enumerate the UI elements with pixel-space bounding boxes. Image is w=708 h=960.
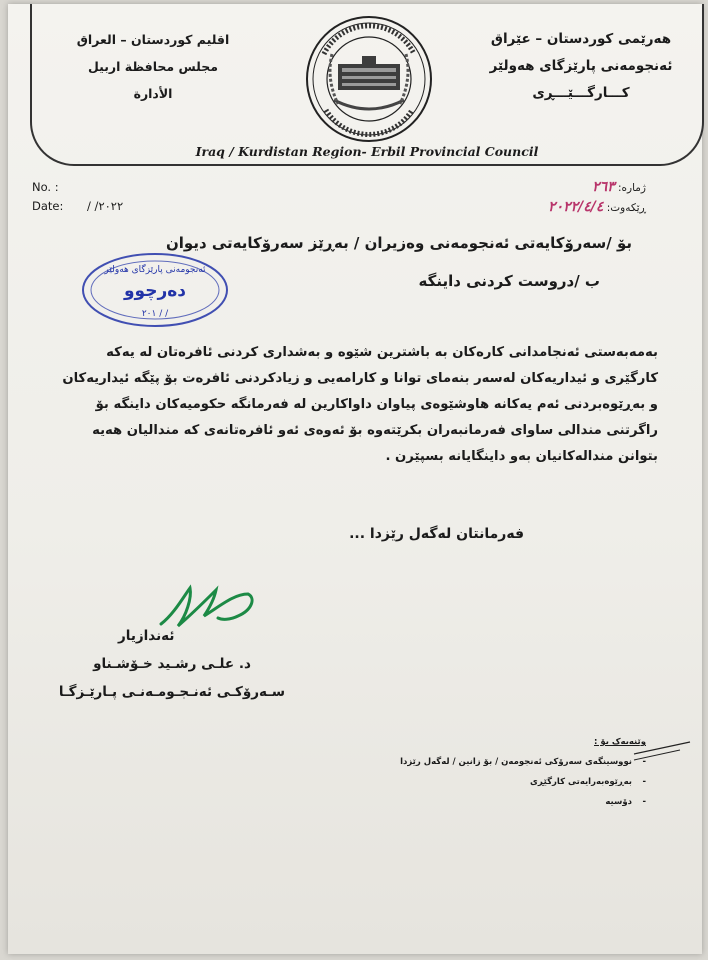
arabic-line-1: اقليم كوردستان – العراق xyxy=(76,32,230,47)
handwritten-mark xyxy=(630,734,700,764)
stamp-line-2: دەرچوو xyxy=(123,281,187,301)
stamp-line-3: ٢٠١ / / xyxy=(141,309,169,319)
copies-to xyxy=(400,732,646,812)
kurdish-line-1: هەرێمی کوردستان – عێراق xyxy=(490,31,672,47)
letter-body: بەمەبەستی ئەنجامدانی کارەکان بە باشترین شێوە و بەشداری کردنی ئافرەتان لە یەکە کارگێری و ئیداریەکان لەسەر بنەمای توانا و کارامەیی و زیادکردنی ئافرەت بۆ پێگە ئیداریەکان و بەڕێوەبردنی ئەم یەکانە هاوشێوەی پیاوان داواکارین لە فەرمانگە حکومیەکان داینگە بۆ راگرتنی مندالی ساوای فەرمانبەران بکرێتەوە بۆ ئەوەی ئەو ئافرەتانەی کە مندالیان هەیە بتوانن مندالەکانیان بەو داینگایانە بسپێرن . xyxy=(62,345,658,464)
copy-item: بەڕێوەبەرایەتی کارگێڕی - xyxy=(400,772,646,792)
english-council-title: Iraq / Kurdistan Region- Erbil Provincial Council xyxy=(195,144,539,159)
kurdish-line-3: کـــارگـــێـــڕی xyxy=(532,85,630,101)
arabic-letterhead xyxy=(68,26,238,107)
date-label: Date: xyxy=(32,199,64,213)
number-label-kurdish: ژمارە: xyxy=(617,182,646,194)
letterhead-frame xyxy=(30,4,704,166)
number-label: No. : xyxy=(32,180,59,194)
issued-stamp xyxy=(80,250,230,330)
signatory-name: د. علـی رشـید خـۆشـناو xyxy=(93,656,251,672)
date-value-kurdish: ٢٠٢٢/٤/٤ xyxy=(548,199,604,215)
signatory-role: ئەندازیار xyxy=(118,628,175,644)
copy-item: دۆسیە - xyxy=(400,792,646,812)
copies-label: وێنەیەک بۆ : xyxy=(594,737,646,747)
recipient-line: بۆ /سەرۆکایەتی ئەنجومەنی وەزیران / بەڕێز سەرۆکایەتی دیوان xyxy=(165,234,632,252)
signatory-block xyxy=(42,622,302,706)
arabic-line-2: مجلس محافظة اربيل xyxy=(87,59,219,74)
reference-kurdish xyxy=(548,178,646,218)
subject-line: ب /دروست کردنی داینگە xyxy=(418,272,600,290)
signatory-title: سـەرۆکـی ئەنـجـومـەنـی پـارێـزگـا xyxy=(58,684,286,700)
council-seal-logo xyxy=(304,14,434,144)
kurdish-line-2: ئەنجومەنی پارێزگای هەولێر xyxy=(489,58,673,74)
date-value: / /٢٠٢٢ xyxy=(87,199,124,213)
kurdish-letterhead xyxy=(486,26,676,107)
copy-item: نووسینگەی سەرۆکی ئەنجومەن / بۆ زانین / لەگەل رێزدا - xyxy=(400,752,646,772)
reference-latin xyxy=(32,178,123,216)
closing-line: فەرمانتان لەگەل رێزدا ... xyxy=(349,526,524,542)
date-label-kurdish: ڕێکەوت: xyxy=(606,202,646,214)
number-value: ٢٦٣ xyxy=(592,179,615,195)
letter-page xyxy=(8,4,702,954)
arabic-line-3: الأدارة xyxy=(133,86,173,101)
stamp-line-1: ئەنجومەنی پارێزگای هەولێر xyxy=(104,265,206,275)
